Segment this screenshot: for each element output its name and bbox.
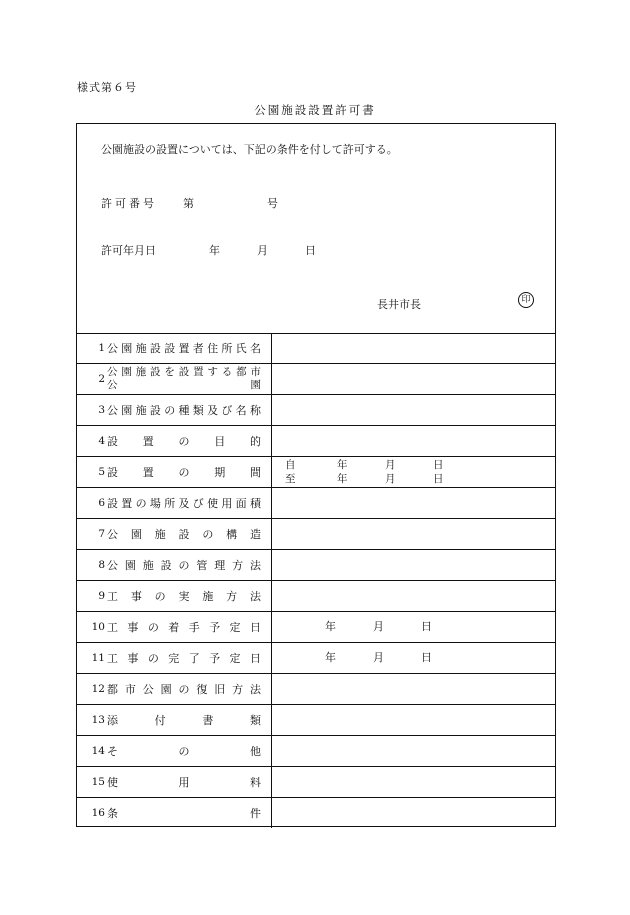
period-from-year: 年 [337, 459, 348, 471]
row-label: 設 置 の 期 間 [107, 466, 261, 479]
start-date-month: 月 [373, 620, 384, 633]
table-row [77, 798, 555, 828]
row-label: 条 件 [107, 807, 261, 820]
row-value-field[interactable] [273, 705, 555, 735]
row-value-field[interactable] [273, 643, 555, 673]
row-label: 工 事 の 着 手 予 定 日 [107, 621, 261, 634]
row-label: 都 市 公 園 の 復 旧 方 法 [107, 683, 261, 696]
mayor-name: 長井市長 [377, 298, 421, 311]
row-number: 11 [91, 652, 105, 664]
row-number: 3 [98, 404, 105, 416]
row-label: 公 園 施 設 の 種 類 及 び 名 称 [107, 404, 261, 417]
row-value-field[interactable] [273, 333, 555, 363]
permit-form [76, 123, 556, 827]
form-number: 様式第６号 [77, 81, 137, 94]
row-label: 公 園 施 設 の 構 造 [107, 528, 261, 541]
row-label: 公 園 施 設 を 設 置 す る 都 市 公 園 [107, 366, 261, 391]
row-number: 1 [98, 342, 105, 354]
completion-date-month: 月 [373, 651, 384, 664]
period-from-month: 月 [385, 459, 396, 471]
completion-date-day: 日 [421, 651, 432, 664]
period-to-month: 月 [385, 473, 396, 485]
table-row [77, 426, 555, 457]
table-row [77, 705, 555, 736]
permit-date-day: 日 [305, 244, 316, 257]
row-label: 公 園 施 設 の 管 理 方 法 [107, 559, 261, 572]
row-number: 9 [98, 590, 105, 602]
table-row [77, 767, 555, 798]
table-row [77, 612, 555, 643]
row-value-field[interactable] [273, 488, 555, 518]
row-number: 15 [91, 776, 105, 788]
row-number: 6 [98, 497, 105, 509]
period-to-year: 年 [337, 473, 348, 485]
period-to-day: 日 [433, 473, 444, 485]
table-row [77, 550, 555, 581]
row-label: 設 置 の 目 的 [107, 435, 261, 448]
document-title: 公園施設設置許可書 [254, 103, 376, 117]
period-from-label: 自 [285, 459, 296, 471]
permit-date-year: 年 [209, 244, 220, 257]
row-value-field[interactable] [273, 736, 555, 766]
row-number: 4 [98, 435, 105, 447]
row-value-field[interactable] [273, 519, 555, 549]
permit-number-label: 許可番号 [101, 197, 157, 210]
permit-number-suffix: 号 [267, 197, 278, 210]
row-number: 14 [91, 745, 105, 757]
row-number: 8 [98, 559, 105, 571]
row-value-field[interactable] [273, 426, 555, 456]
table-row [77, 488, 555, 519]
row-label: 設 置 の 場 所 及 び 使 用 面 積 [107, 497, 261, 510]
table-row [77, 519, 555, 550]
permit-header [77, 124, 555, 334]
row-number: 10 [91, 621, 105, 633]
start-date-day: 日 [421, 620, 432, 633]
table-row [77, 364, 555, 395]
table-row [77, 581, 555, 612]
row-label: そ の 他 [107, 745, 261, 758]
row-label: 公 園 施 設 設 置 者 住 所 氏 名 [107, 342, 261, 355]
table-row [77, 674, 555, 705]
table-row [77, 643, 555, 674]
row-value-field[interactable] [273, 364, 555, 394]
row-value-field[interactable] [273, 767, 555, 797]
row-label: 工 事 の 完 了 予 定 日 [107, 652, 261, 665]
seal-icon: 印 [518, 292, 534, 308]
row-label: 工 事 の 実 施 方 法 [107, 590, 261, 603]
row-number: 13 [91, 714, 105, 726]
period-from-day: 日 [433, 459, 444, 471]
row-value-field[interactable] [273, 581, 555, 611]
row-value-field[interactable] [273, 798, 555, 828]
row-value-field[interactable] [273, 395, 555, 425]
row-number: 2 [98, 373, 105, 385]
table-row [77, 395, 555, 426]
row-value-field[interactable] [273, 612, 555, 642]
row-value-field[interactable] [273, 550, 555, 580]
permit-fields [77, 333, 555, 828]
table-row [77, 457, 555, 488]
row-number: 16 [91, 807, 105, 819]
permit-date-label: 許可年月日 [101, 244, 156, 257]
period-to-label: 至 [285, 473, 296, 485]
row-number: 12 [91, 683, 105, 695]
completion-date-year: 年 [325, 651, 336, 664]
start-date-year: 年 [325, 620, 336, 633]
permit-number-prefix: 第 [183, 197, 194, 210]
table-row [77, 333, 555, 364]
row-number: 5 [98, 466, 105, 478]
row-value-field[interactable] [273, 674, 555, 704]
row-value-field[interactable] [273, 457, 555, 487]
row-number: 7 [98, 528, 105, 540]
table-row [77, 736, 555, 767]
permit-statement: 公園施設の設置については、下記の条件を付して許可する。 [101, 143, 398, 156]
row-label: 添 付 書 類 [107, 714, 261, 727]
row-label: 使 用 料 [107, 776, 261, 789]
permit-date-month: 月 [257, 244, 268, 257]
